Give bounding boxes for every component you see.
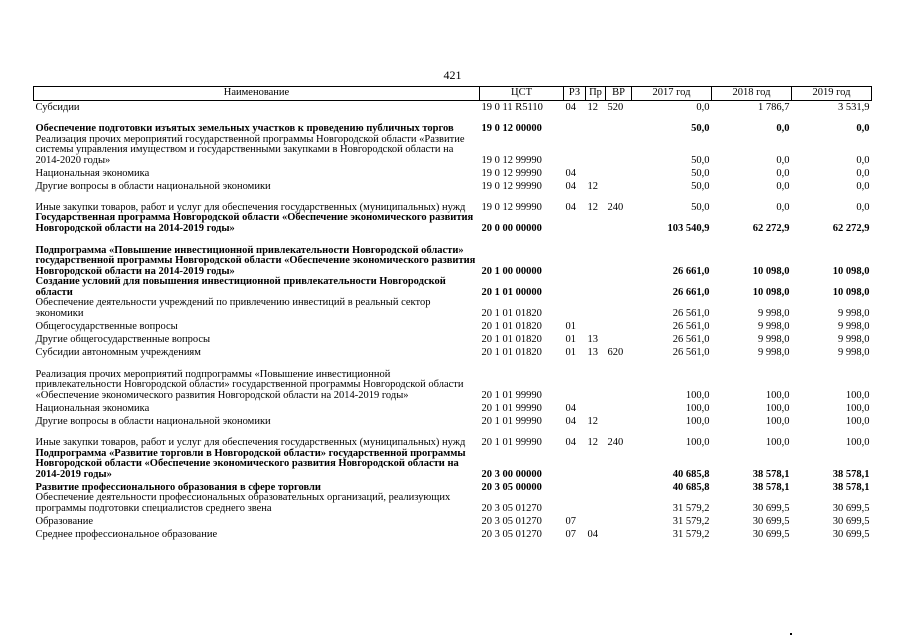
cell-vr [606,514,632,527]
cell-y2018: 0,0 [776,154,790,166]
cell-y2017: 31 579,2 [672,528,710,540]
cell-y2017: 26 561,0 [672,307,710,319]
cell-y2017: 50,0 [691,201,710,213]
cell-y2019: 62 272,9 [832,222,870,234]
cell-cst: 20 1 01 01820 [481,346,542,358]
cell-y2019: 0,0 [856,122,870,134]
cell-cst: 19 0 12 99990 [481,167,542,179]
cell-y2019: 100,0 [845,389,870,401]
cell-pr [586,277,606,298]
cell-y2019: 30 699,5 [832,528,870,540]
cell-vr [606,358,632,401]
cell-y2019: 38 578,1 [832,468,870,480]
cell-y2017: 31 579,2 [672,515,710,527]
cell-cst: 20 1 01 99990 [481,436,542,448]
cell-vr [606,401,632,414]
scan-mark [790,633,792,635]
cell-vr [606,113,632,134]
table-row [34,113,872,134]
cell-name: Субсидии автономным учреждениям [35,346,201,358]
table-row [34,527,872,540]
cell-rz [564,113,586,134]
header-cst: ЦСТ [480,87,564,101]
header-name: Наименование [34,87,480,101]
cell-pr: 04 [587,528,598,540]
cell-rz: 04 [565,436,576,448]
cell-rz [564,213,586,234]
cell-pr: 13 [587,333,598,345]
cell-y2017: 26 561,0 [672,320,710,332]
cell-y2017: 50,0 [691,167,710,179]
cell-y2017: 50,0 [691,180,710,192]
cell-y2017: 0,0 [696,101,710,113]
cell-name: Национальная экономика [35,167,150,179]
table-row [34,514,872,527]
cell-y2017: 40 685,8 [672,468,710,480]
cell-vr: 520 [607,101,624,113]
cell-y2017: 100,0 [685,402,710,414]
table-row [34,358,872,401]
cell-y2017: 26 661,0 [672,265,710,277]
cell-rz [564,134,586,166]
cell-vr [606,134,632,166]
cell-y2018: 9 998,0 [758,346,790,358]
cell-y2019: 10 098,0 [832,265,870,277]
table-row [34,345,872,358]
cell-y2018: 0,0 [776,122,790,134]
cell-rz: 01 [565,320,576,332]
cell-rz [564,493,586,514]
cell-y2018: 9 998,0 [758,307,790,319]
cell-cst: 20 1 01 00000 [481,286,542,298]
cell-rz [564,234,586,277]
cell-rz: 04 [565,167,576,179]
page-number: 421 [443,68,462,82]
cell-vr [606,213,632,234]
cell-y2018: 62 272,9 [752,222,790,234]
cell-y2019: 10 098,0 [832,286,870,298]
cell-vr [606,319,632,332]
cell-pr [586,493,606,514]
cell-y2019: 0,0 [856,154,870,166]
cell-pr [586,298,606,319]
cell-cst: 20 1 01 99990 [481,415,542,427]
cell-name: Обеспечение деятельности профессиональных образовательных организаций, реализующих программы подготовки специалистов среднего звена [35,492,451,514]
table-row [34,401,872,414]
cell-name: Национальная экономика [35,402,150,414]
cell-name: Иные закупки товаров, работ и услуг для обеспечения государственных (муниципальных) нужд [35,436,466,448]
table-row [34,277,872,298]
header-rz: РЗ [564,87,586,101]
cell-pr [586,234,606,277]
cell-y2018: 30 699,5 [752,515,790,527]
cell-rz: 04 [565,180,576,192]
cell-y2018: 9 998,0 [758,320,790,332]
cell-name: Подпрограмма «Развитие торговли в Новгородской области» государственной программы Новгородской области «Обеспечение экономического развития Новгородской области на 2014-2019 годы» [35,447,466,480]
cell-y2018: 100,0 [765,402,790,414]
cell-y2017: 50,0 [691,154,710,166]
cell-pr [586,113,606,134]
cell-pr [586,448,606,480]
table-body [34,101,872,541]
header-2019: 2019 год [792,87,872,101]
cell-pr [586,319,606,332]
cell-y2017: 26 661,0 [672,286,710,298]
cell-y2017: 26 561,0 [672,346,710,358]
cell-pr: 12 [587,415,598,427]
cell-pr [586,480,606,493]
cell-cst: 20 1 01 01820 [481,307,542,319]
cell-name: Общегосударственные вопросы [35,320,178,332]
cell-y2019: 0,0 [856,180,870,192]
table-header-row [34,87,872,101]
cell-rz: 04 [565,402,576,414]
cell-y2018: 100,0 [765,436,790,448]
cell-name: Реализация прочих мероприятий государственной программы Новгородской области «Развитие системы управления имуществом и государственными закупками в Новгородской области на 2014-2020 годы» [35,133,465,166]
table-row [34,101,872,114]
cell-name: Субсидии [35,101,80,113]
table-row [34,179,872,192]
cell-y2017: 50,0 [691,122,710,134]
cell-name: Иные закупки товаров, работ и услуг для обеспечения государственных (муниципальных) нужд [35,201,466,213]
cell-rz [564,358,586,401]
cell-pr: 12 [587,180,598,192]
cell-y2019: 9 998,0 [838,346,870,358]
cell-name: Создание условий для повышения инвестиционной привлекательности Новгородской области [35,276,446,298]
cell-y2018: 0,0 [776,167,790,179]
cell-pr [586,213,606,234]
cell-rz: 04 [565,101,576,113]
cell-y2018: 30 699,5 [752,502,790,514]
cell-vr [606,166,632,179]
cell-y2018: 10 098,0 [752,265,790,277]
cell-cst: 20 1 01 99990 [481,389,542,401]
cell-cst: 20 3 05 01270 [481,528,542,540]
cell-name: Другие вопросы в области национальной экономики [35,180,271,192]
cell-name: Подпрограмма «Повышение инвестиционной привлекательности Новгородской области» государственной программы Новгородской области «Обеспечение экономического развития Новгородской области на 2014-2019 годы» [35,244,476,277]
cell-pr [586,134,606,166]
cell-pr: 12 [587,436,598,448]
cell-y2018: 0,0 [776,201,790,213]
header-pr: Пр [586,87,606,101]
cell-y2019: 30 699,5 [832,502,870,514]
cell-cst: 20 3 00 00000 [481,468,542,480]
cell-rz [564,298,586,319]
cell-vr [606,448,632,480]
cell-y2019: 100,0 [845,402,870,414]
cell-vr [606,414,632,427]
cell-y2019: 100,0 [845,436,870,448]
cell-y2019: 100,0 [845,415,870,427]
cell-y2018: 100,0 [765,415,790,427]
cell-cst: 19 0 12 99990 [481,154,542,166]
cell-vr [606,332,632,345]
cell-cst: 19 0 12 99990 [481,201,542,213]
cell-y2017: 100,0 [685,415,710,427]
cell-y2019: 3 531,9 [838,101,870,113]
cell-name: Другие общегосударственные вопросы [35,333,211,345]
cell-y2017: 100,0 [685,436,710,448]
cell-name: Другие вопросы в области национальной экономики [35,415,271,427]
cell-rz: 01 [565,333,576,345]
table-row [34,448,872,480]
cell-name: Обеспечение деятельности учреждений по привлечению инвестиций в реальный сектор экономики [35,297,431,319]
cell-name: Обеспечение подготовки изъятых земельных участков к проведению публичных торгов [35,122,454,134]
cell-cst: 20 3 05 00000 [481,481,542,493]
cell-cst: 20 1 00 00000 [481,265,542,277]
cell-pr [586,166,606,179]
cell-vr [606,234,632,277]
cell-vr [606,298,632,319]
cell-vr [606,480,632,493]
table-row [34,213,872,234]
cell-pr: 12 [587,101,598,113]
cell-y2018: 1 786,7 [758,101,790,113]
cell-name: Государственная программа Новгородской области «Обеспечение экономического развития Новгородской области на 2014-2019 годы» [35,212,474,234]
cell-y2017: 26 561,0 [672,333,710,345]
cell-rz [564,480,586,493]
cell-y2018: 0,0 [776,180,790,192]
cell-name: Образование [35,515,94,527]
cell-pr [586,514,606,527]
cell-pr [586,358,606,401]
cell-y2019: 9 998,0 [838,307,870,319]
cell-y2017: 100,0 [685,389,710,401]
table-row [34,319,872,332]
table-row [34,166,872,179]
cell-vr [606,179,632,192]
header-2018: 2018 год [712,87,792,101]
cell-y2017: 103 540,9 [667,222,710,234]
cell-rz: 07 [565,515,576,527]
cell-vr [606,527,632,540]
cell-vr: 240 [607,201,624,213]
table-row [34,427,872,448]
cell-vr [606,493,632,514]
cell-y2017: 31 579,2 [672,502,710,514]
cell-y2019: 0,0 [856,201,870,213]
cell-vr [606,277,632,298]
cell-name: Среднее профессиональное образование [35,528,218,540]
cell-rz: 04 [565,415,576,427]
cell-y2018: 100,0 [765,389,790,401]
cell-rz: 07 [565,528,576,540]
cell-cst: 20 1 01 01820 [481,333,542,345]
cell-cst: 19 0 12 00000 [481,122,542,134]
cell-cst: 20 3 05 01270 [481,502,542,514]
cell-y2018: 30 699,5 [752,528,790,540]
cell-y2019: 9 998,0 [838,320,870,332]
cell-y2018: 10 098,0 [752,286,790,298]
cell-y2019: 30 699,5 [832,515,870,527]
table-row [34,493,872,514]
table-row [34,192,872,213]
table-row [34,414,872,427]
cell-y2017: 40 685,8 [672,481,710,493]
cell-vr: 240 [607,436,624,448]
cell-cst: 19 0 11 R5110 [481,101,543,113]
cell-pr: 12 [587,201,598,213]
budget-table [33,86,872,540]
cell-cst: 19 0 12 99990 [481,180,542,192]
cell-name: Развитие профессионального образования в сфере торговли [35,481,321,493]
table-row [34,134,872,166]
cell-vr: 620 [607,346,624,358]
cell-y2019: 9 998,0 [838,333,870,345]
cell-rz [564,277,586,298]
table-row [34,234,872,277]
cell-name: Реализация прочих мероприятий подпрограммы «Повышение инвестиционной привлекательности Новгородской области» государственной программы Новгородской области «Обеспечение экономического развития Новгородской области на 2014-2019 годы» [35,368,464,401]
header-vr: ВР [606,87,632,101]
cell-y2018: 38 578,1 [752,481,790,493]
cell-pr [586,401,606,414]
cell-cst: 20 3 05 01270 [481,515,542,527]
cell-pr: 13 [587,346,598,358]
cell-y2018: 38 578,1 [752,468,790,480]
cell-cst: 20 1 01 01820 [481,320,542,332]
cell-rz: 01 [565,346,576,358]
table-row [34,332,872,345]
cell-rz [564,448,586,480]
cell-cst: 20 0 00 00000 [481,222,542,234]
cell-y2019: 38 578,1 [832,481,870,493]
table-row [34,298,872,319]
cell-y2018: 9 998,0 [758,333,790,345]
header-2017: 2017 год [632,87,712,101]
cell-y2019: 0,0 [856,167,870,179]
cell-cst: 20 1 01 99990 [481,402,542,414]
cell-rz: 04 [565,201,576,213]
